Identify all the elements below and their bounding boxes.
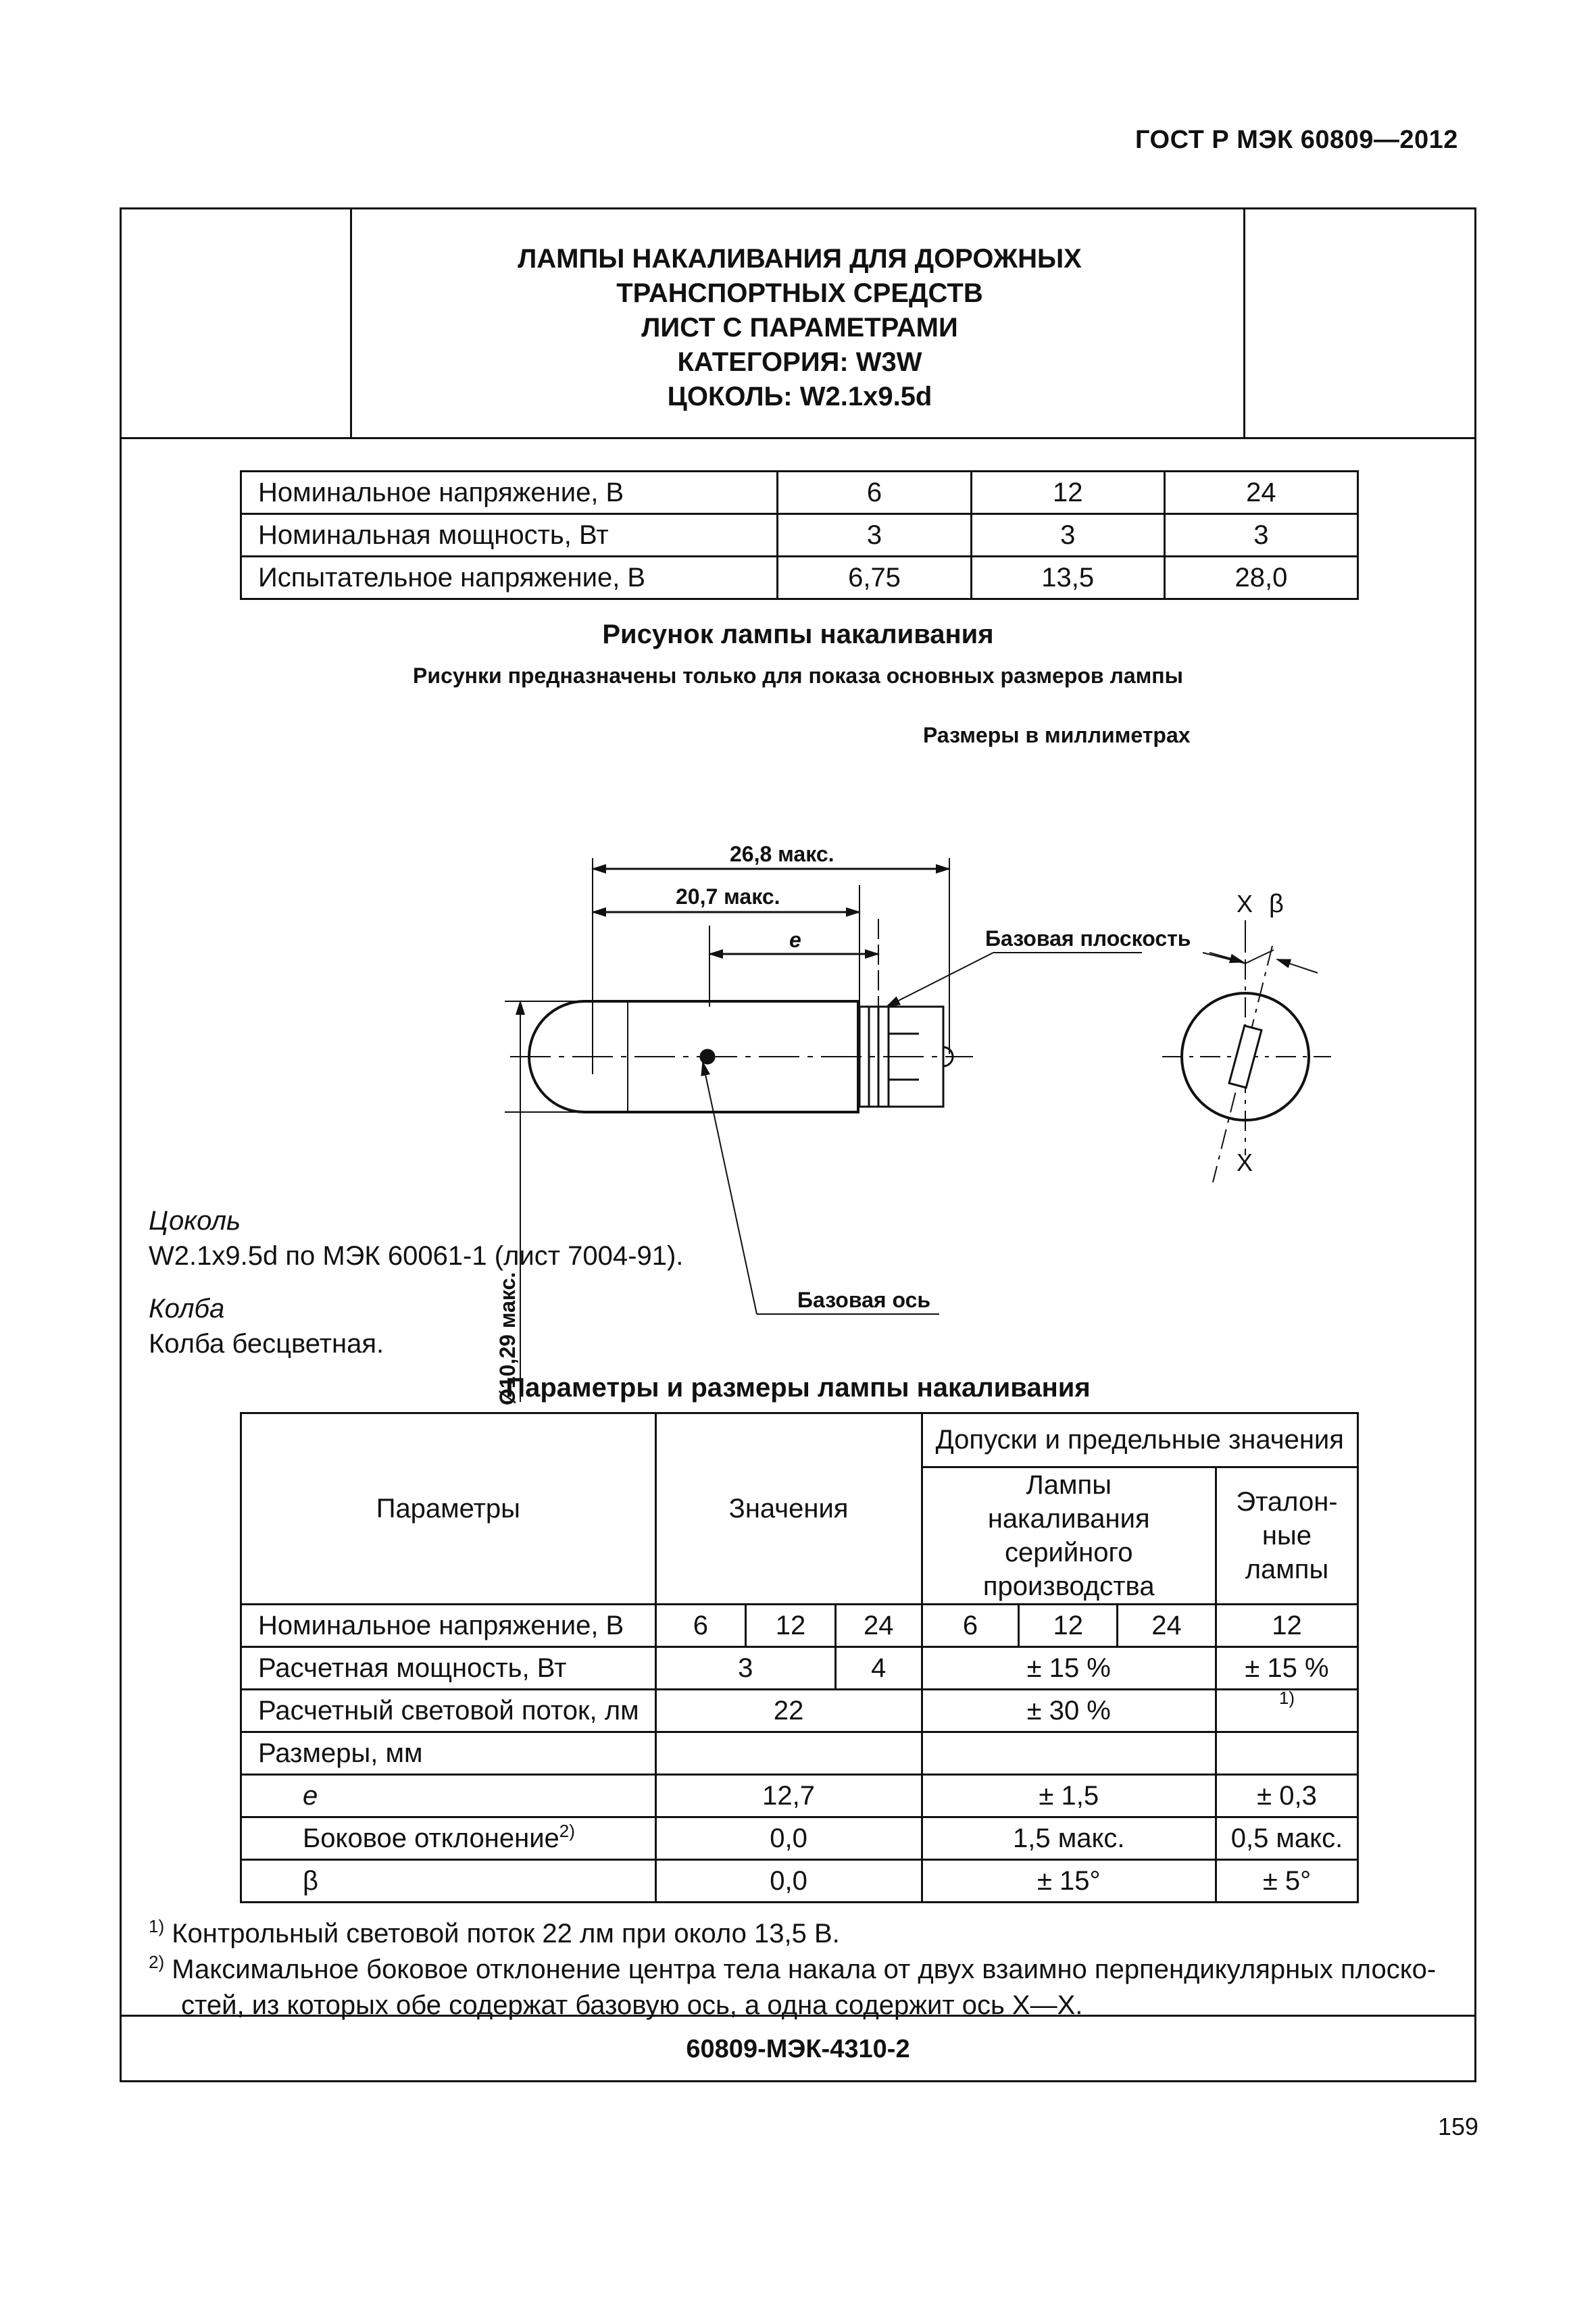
bulb-heading: Колба [149,1294,225,1324]
cap-text: W2.1x9.5d по МЭК 60061-1 (лист 7004-91). [149,1241,684,1271]
cell: 24 [1164,472,1357,514]
footnote-2-continued: стей, из которых обе содержат базовую ось, а одна содержит ось X—X. [181,1990,1083,2020]
row-label: Размеры, мм [241,1732,656,1775]
footnote-2 [149,1952,1437,1985]
table-row [241,1817,1358,1860]
cell: ± 15° [922,1860,1216,1903]
table-row [241,514,1358,557]
table-row [241,1647,1358,1690]
table-row [241,1690,1358,1732]
lateral-label: Боковое отклонение [303,1823,559,1853]
e-label: e [789,928,801,952]
cell: ± 30 % [922,1690,1216,1732]
header-left-cell [122,209,352,437]
title-line: ЦОКОЛЬ: W2.1x9.5d [667,382,932,411]
body-length-label: 20,7 макс. [676,884,780,909]
row-label: Номинальное напряжение, В [241,472,778,514]
cell: ± 15 % [922,1647,1216,1690]
header-reference: Эталон-ные лампы [1216,1467,1357,1605]
footnote-text: Контрольный световой поток 22 лм при около 13,5 В. [172,1919,840,1948]
cell: ± 0,3 [1216,1775,1357,1817]
footnote-text: Максимальное боковое отклонение центра тела накала от двух взаимно перпендикулярных плоско- [172,1955,1437,1984]
cell: 12 [971,472,1164,514]
footnote-ref: 2) [559,1820,575,1841]
reference-axis-label: Базовая ось [797,1288,931,1312]
page-number: 159 [1438,2113,1479,2140]
drawing-labels [495,842,1284,1405]
cell: ± 15 % [1216,1647,1357,1690]
header-series: Лампы накаливания серийного производства [922,1467,1216,1605]
title-line: ТРАНСПОРТНЫХ СРЕДСТВ [616,278,983,308]
cell: 3 [1164,514,1357,557]
title-line: ЛАМПЫ НАКАЛИВАНИЯ ДЛЯ ДОРОЖНЫХ [518,244,1082,274]
data-sheet-frame [120,207,1476,2082]
standard-number: ГОСТ Р МЭК 60809—2012 [1135,126,1458,154]
cell: 12 [1019,1605,1118,1647]
table-row [241,1605,1358,1647]
cell: 12 [746,1605,836,1647]
total-length-label: 26,8 макс. [730,842,834,866]
footnote-mark: 2) [149,1952,165,1972]
row-label: Расчетный световой поток, лм [241,1690,656,1732]
cell: 0,0 [655,1860,922,1903]
sheet-header [122,209,1474,439]
table-row [241,1775,1358,1817]
cell [1216,1690,1357,1732]
bulb-text: Колба бесцветная. [149,1329,384,1359]
footnote-1 [149,1916,840,1949]
footnote-ref: 1) [1278,1688,1295,1708]
beta-label: β [1269,890,1284,918]
cell: 6 [778,472,971,514]
cell: 0,5 макс. [1216,1817,1357,1860]
units-note: Размеры в миллиметрах [923,723,1191,747]
cell: 24 [1118,1605,1216,1647]
params-table [240,1412,1359,1903]
reference-plane-label: Базовая плоскость [985,926,1191,951]
cell: 12,7 [655,1775,922,1817]
rating-table [240,470,1359,600]
row-label: β [241,1860,656,1903]
cell: 3 [778,514,971,557]
lamp-end-view [1162,920,1331,1182]
cell [655,1732,922,1775]
row-label: Испытательное напряжение, В [241,557,778,599]
cell: 1,5 макс. [922,1817,1216,1860]
title-line: ЛИСТ С ПАРАМЕТРАМИ [641,313,958,343]
cell: 12 [1216,1605,1357,1647]
cell: 3 [655,1647,835,1690]
row-label: Номинальное напряжение, В [241,1605,656,1647]
cell: 28,0 [1164,557,1357,599]
lamp-drawing [365,750,1378,1412]
figure-subtitle: Рисунки предназначены только для показа основных размеров лампы [413,663,1183,688]
cell [1216,1732,1357,1775]
cell: 22 [655,1690,922,1732]
sheet-title [352,242,1247,414]
table-row [241,557,1358,599]
table-row [241,1860,1358,1903]
diameter-label: Ø10,29 макс. [495,1272,520,1405]
cap-heading: Цоколь [149,1206,241,1236]
table-row [241,1413,1358,1467]
table-row [241,472,1358,514]
cell: 24 [835,1605,922,1647]
cell: 4 [835,1647,922,1690]
x-top-label: X [1237,890,1253,917]
header-tolerances: Допуски и предельные значения [922,1413,1357,1467]
figure-title: Рисунок лампы накаливания [602,620,994,649]
x-bottom-label: X [1237,1149,1253,1176]
cell: ± 5° [1216,1860,1357,1903]
cell: 0,0 [655,1817,922,1860]
row-label: Номинальная мощность, Вт [241,514,778,557]
cell: 6 [922,1605,1019,1647]
params-table-title: Параметры и размеры лампы накаливания [505,1373,1091,1403]
cell: 6,75 [778,557,971,599]
header-values: Значения [655,1413,922,1605]
cell: 13,5 [971,557,1164,599]
header-params: Параметры [241,1413,656,1605]
cell: ± 1,5 [922,1775,1216,1817]
table-row [241,1732,1358,1775]
row-label: Расчетная мощность, Вт [241,1647,656,1690]
sheet-code: 60809-МЭК-4310-2 [122,2015,1474,2082]
cell: 3 [971,514,1164,557]
cell [922,1732,1216,1775]
row-label [241,1817,656,1860]
header-right-cell [1243,209,1474,437]
footnote-mark: 1) [149,1916,165,1936]
title-line: КАТЕГОРИЯ: W3W [677,347,922,377]
cell: 6 [655,1605,746,1647]
row-label: e [241,1775,656,1817]
